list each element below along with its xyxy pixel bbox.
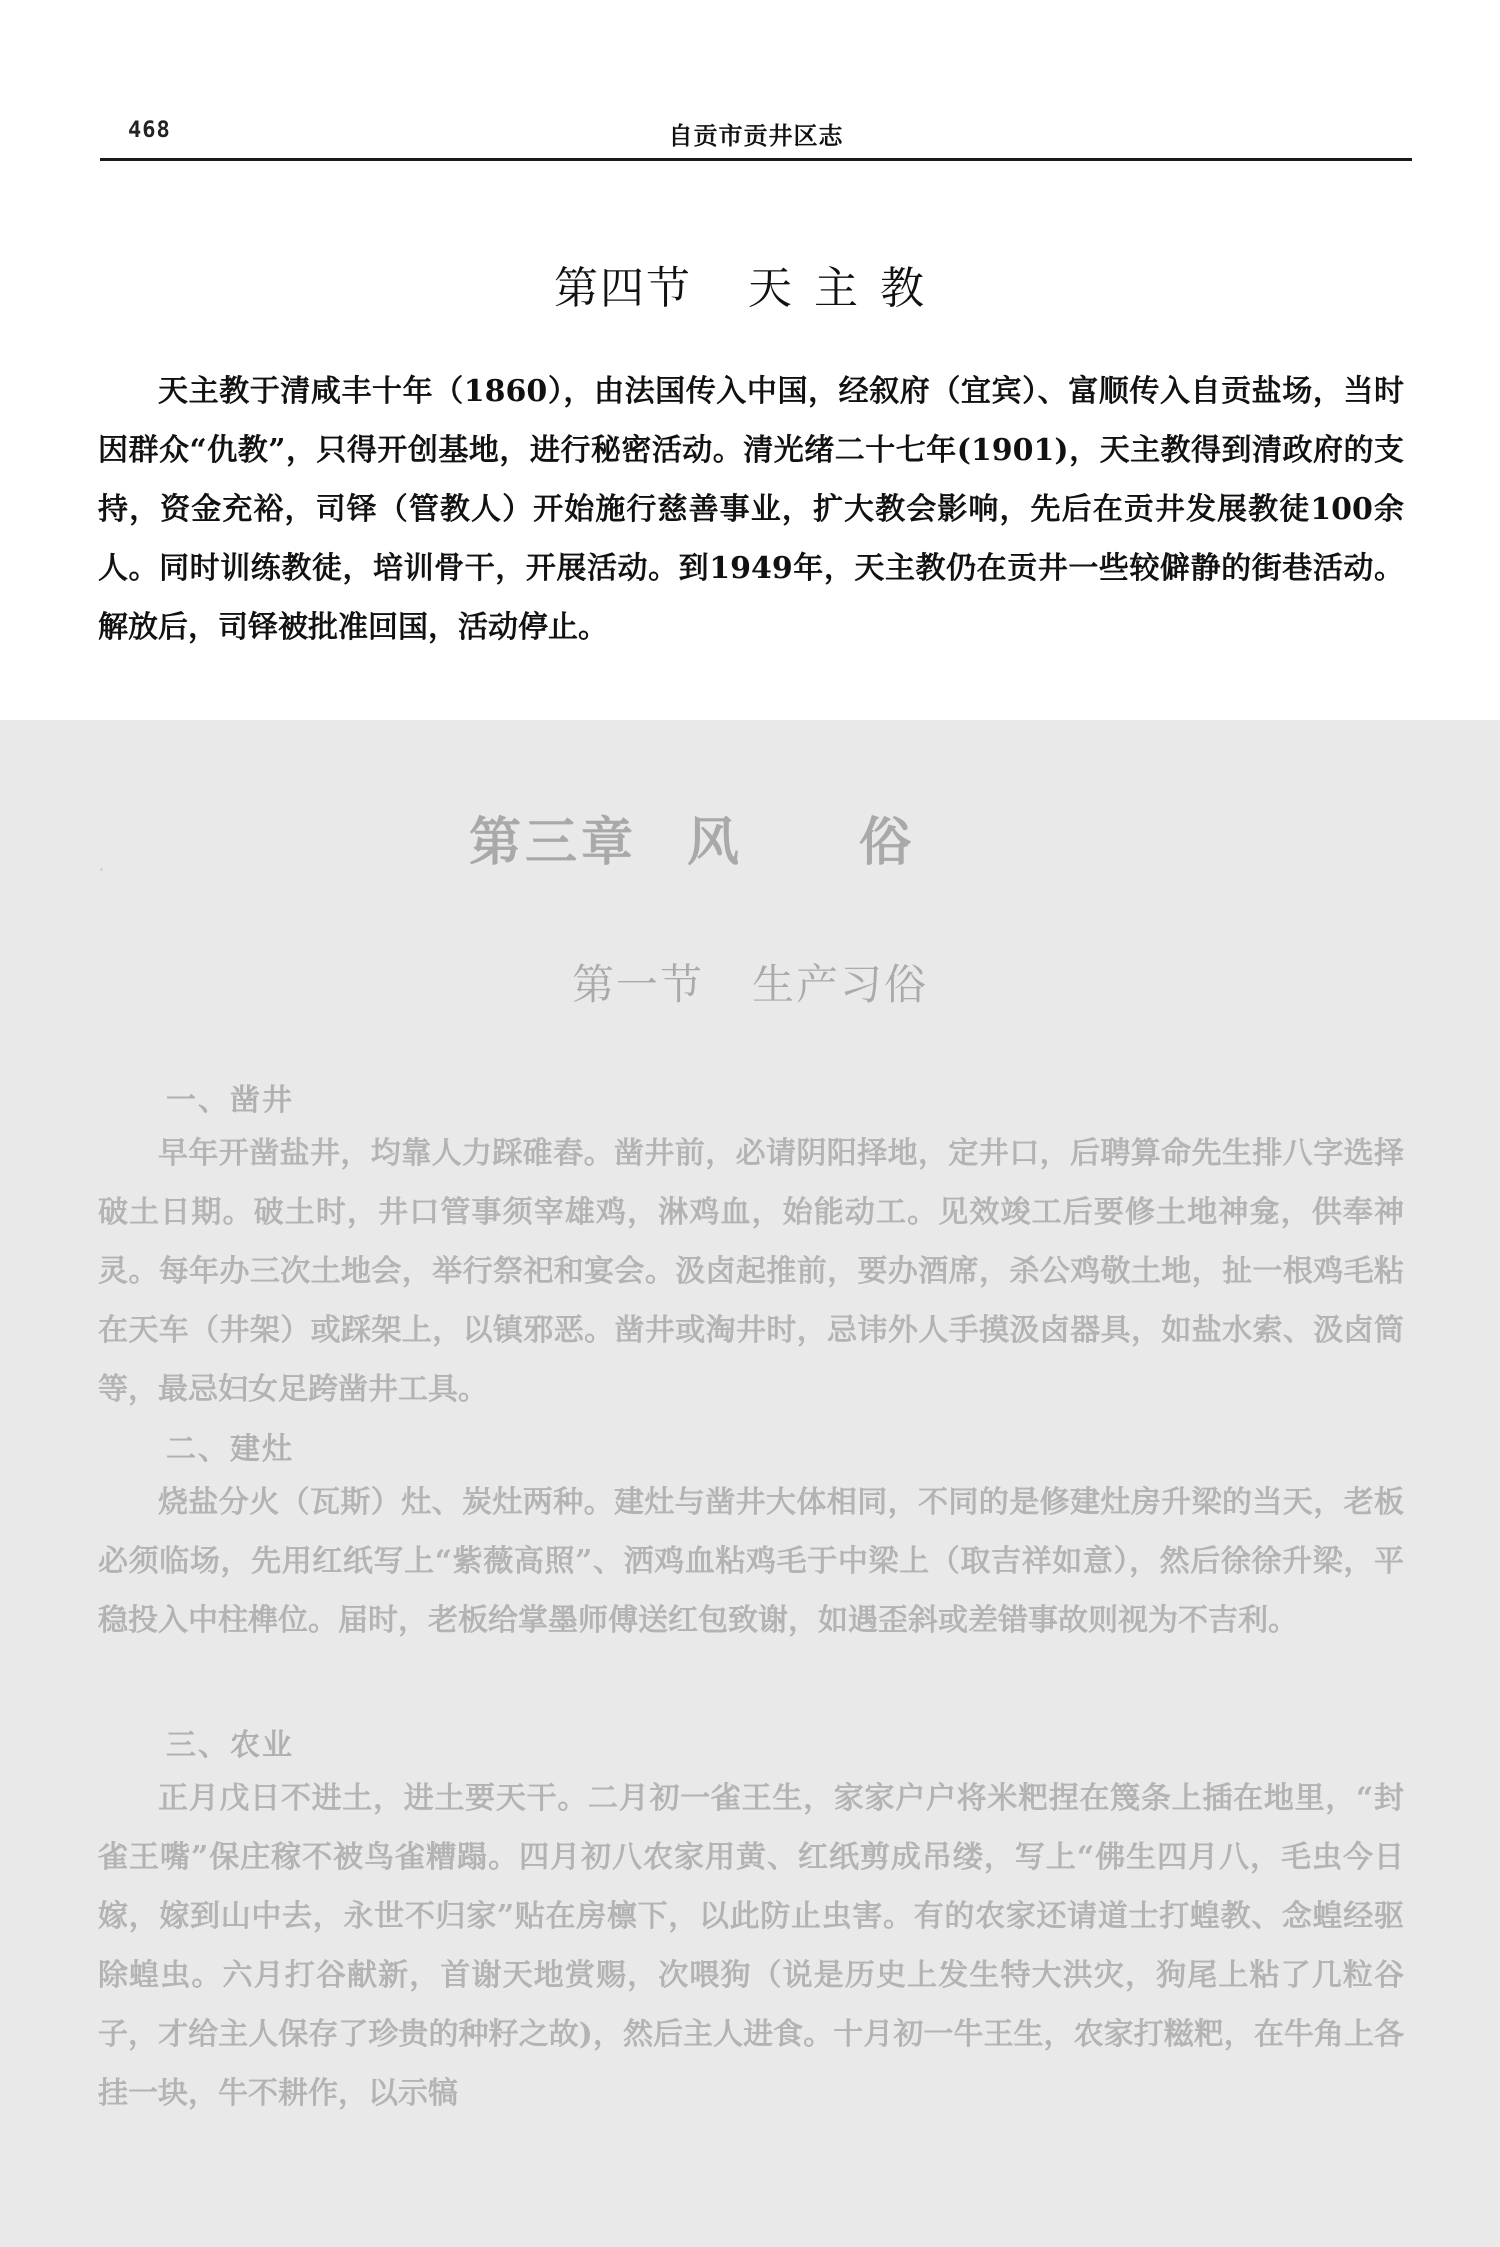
item-paragraph-agriculture: 正月戊日不进土，进土要天干。二月初一雀王生，家家户户将米粑捏在篾条上插在地里，“封雀王嘴”保庄稼不被鸟雀糟蹋。四月初八农家用黄、红纸剪成吊缕，写上“佛生四月八，毛虫今日嫁，嫁到山中去，永世不归家”贴在房檩下，以此防止虫害。有的农家还请道士打蝗教、念蝗经驱除蝗虫。六月打谷献新，首谢天地赏赐，次喂狗（说是历史上发生特大洪灾，狗尾上粘了几粒谷子，才给主人保存了珍贵的种籽之故)，然后主人进食。十月初一牛王生，农家打糍粑，在牛角上各挂一块，牛不耕作，以示犒 [98,1781,1404,2111]
page-number: 468 [128,118,171,143]
chapter-title: 风俗 [687,812,1032,873]
item-paragraph-drilling: 早年开凿盐井，均靠人力踩碓舂。凿井前，必请阴阳择地，定井口，后聘算命先生排八字选择破土日期。破土时，井口管事须宰雄鸡，淋鸡血，始能动工。见效竣工后要修土地神龛，供奉神灵。每年办三次土地会，举行祭祀和宴会。汲卤起推前，要办酒席，杀公鸡敬土地，扯一根鸡毛粘在天车（井架）或踩架上，以镇邪恶。凿井或淘井时，忌讳外人手摸汲卤器具，如盐水索、汲卤筒等，最忌妇女足跨凿井工具。 [98,1136,1404,1407]
chapter-number: 第三章 [468,812,637,873]
section-number: 第四节 [554,263,692,314]
item-heading-agriculture: 三、农业 [166,1728,294,1763]
section-paragraph: 天主教于清咸丰十年（1860），由法国传入中国，经叙府（宜宾）、富顺传入自贡盐场，当时因群众“仇教”，只得开创基地，进行秘密活动。清光绪二十七年(1901)，天主教得到清政府的支持，资金充裕，司铎（管教人）开始施行慈善事业，扩大教会影响，先后在贡井发展教徒100余人。同时训练教徒，培训骨干，开展活动。到1949年，天主教仍在贡井一些较僻静的街巷活动。解放后，司铎被批准回国，活动停止。 [98,374,1404,645]
header-rule [100,158,1412,161]
chapter-heading [0,800,1500,875]
item-heading-drilling: 一、凿井 [166,1083,294,1118]
section-heading [0,252,1500,316]
item-paragraph-stove: 烧盐分火（瓦斯）灶、炭灶两种。建灶与凿井大体相同，不同的是修建灶房升梁的当天，老板必须临场，先用红纸写上“紫薇高照”、洒鸡血粘鸡毛于中梁上（取吉祥如意），然后徐徐升梁，平稳投入中柱榫位。届时，老板给掌墨师傅送红包致谢，如遇歪斜或差错事故则视为不吉利。 [98,1485,1404,1638]
subsection-heading [0,952,1500,1012]
book-title: 自贡市贡井区志 [668,121,844,150]
subsection-title: 生产习俗 [752,960,929,1009]
item-heading-stove: 二、建灶 [166,1432,294,1467]
running-header [100,112,1412,152]
subsection-number: 第一节 [571,960,704,1009]
section-title: 天主教 [748,263,946,314]
